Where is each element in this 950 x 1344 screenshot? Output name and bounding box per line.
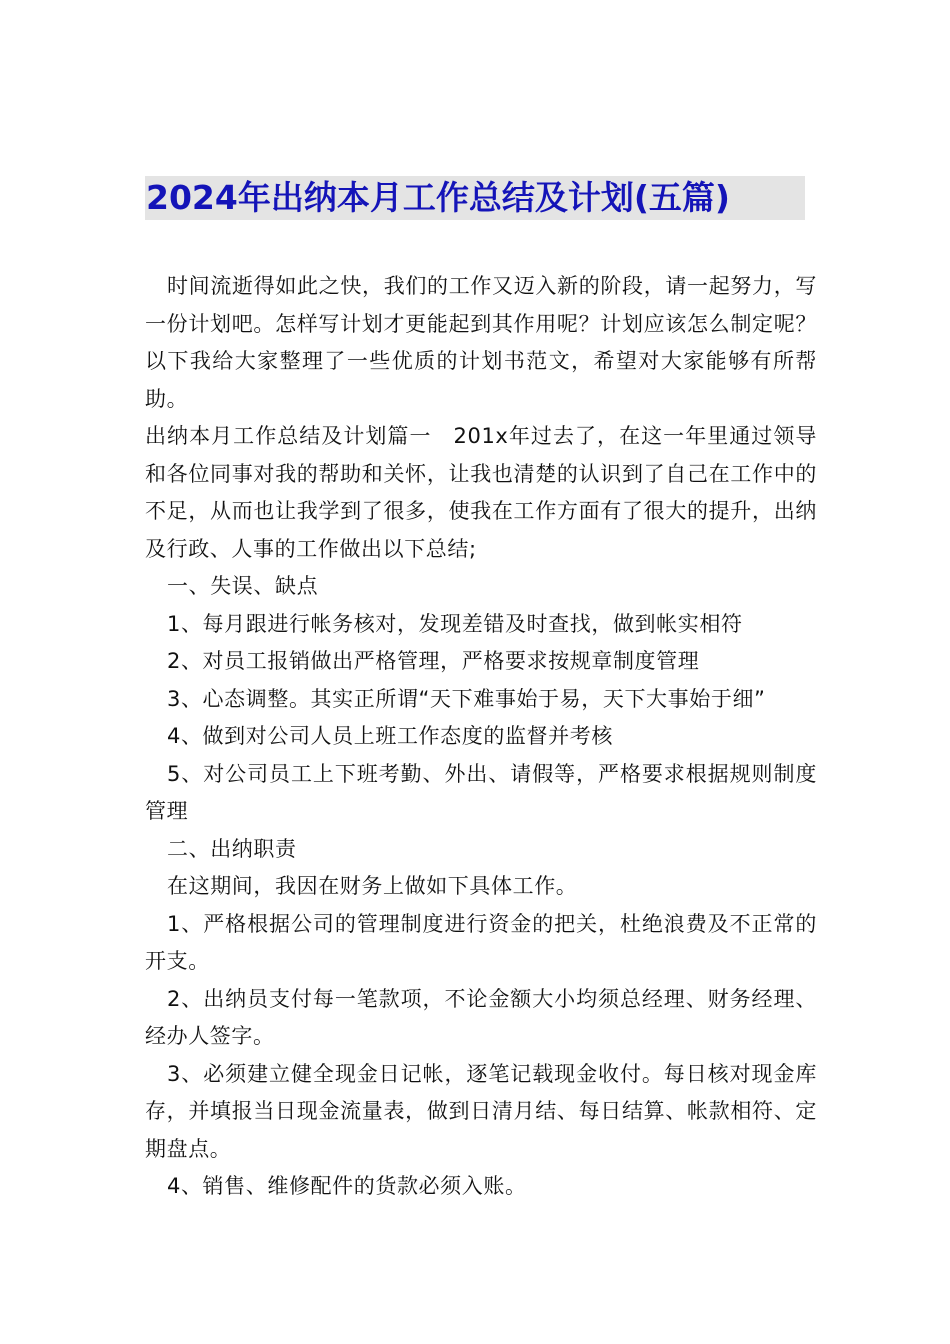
list-item: 1、每月跟进行帐务核对，发现差错及时查找，做到帐实相符 xyxy=(167,611,743,636)
intro-paragraph: 时间流逝得如此之快，我们的工作又迈入新的阶段，请一起努力，写一份计划吧。怎样写计划才更能起到其作用呢？计划应该怎么制定呢？以下我给大家整理了一些优质的计划书范文，希望对大家能够有所帮助。 xyxy=(145,274,817,411)
section-one-opening-paragraph: 出纳本月工作总结及计划篇一 201x年过去了，在这一年里通过领导和各位同事对我的帮助和关怀，让我也清楚的认识到了自己在工作中的不足，从而也让我学到了很多，使我在工作方面有了很大的提升，出纳及行政、人事的工作做出以下总结; xyxy=(145,424,817,561)
paragraph: 在这期间，我因在财务上做如下具体工作。 xyxy=(167,874,578,898)
list-item: 2、出纳员支付每一笔款项，不论金额大小均须总经理、财务经理、经办人签字。 xyxy=(145,986,817,1048)
list-item: 1、严格根据公司的管理制度进行资金的把关，杜绝浪费及不正常的开支。 xyxy=(145,911,817,973)
heading-cashier-duties: 二、出纳职责 xyxy=(167,836,297,861)
list-item: 2、对员工报销做出严格管理，严格要求按规章制度管理 xyxy=(167,649,700,673)
list-item: 3、心态调整。其实正所谓“天下难事始于易，天下大事始于细” xyxy=(167,686,766,711)
list-item: 5、对公司员工上下班考勤、外出、请假等，严格要求根据规则制度管理 xyxy=(145,761,817,823)
list-item: 4、销售、维修配件的货款必须入账。 xyxy=(167,1174,527,1198)
list-item: 4、做到对公司人员上班工作态度的监督并考核 xyxy=(167,724,613,748)
list-item: 3、必须建立健全现金日记帐，逐笔记载现金收付。每日核对现金库存，并填报当日现金流量表，做到日清月结、每日结算、帐款相符、定期盘点。 xyxy=(145,1061,817,1161)
document-title: 2024年出纳本月工作总结及计划(五篇) xyxy=(146,178,731,217)
document-body xyxy=(145,268,817,1206)
heading-shortcomings: 一、失误、缺点 xyxy=(167,574,319,598)
